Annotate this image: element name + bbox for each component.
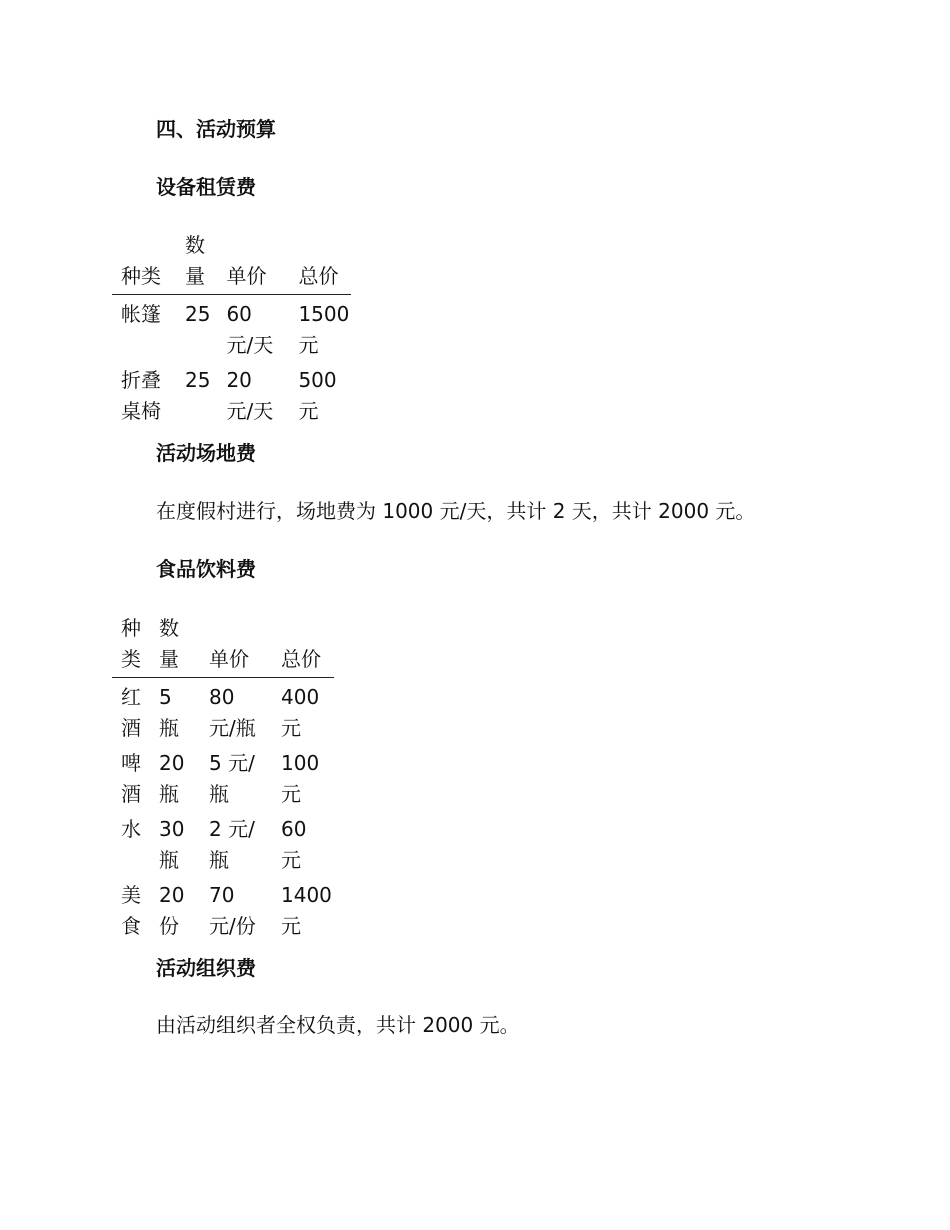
cell-quantity-text: 20 瓶 (159, 751, 185, 806)
cell-unit-price-text: 60 元/天 (226, 302, 274, 357)
cell-total-price-text: 100 元 (281, 751, 320, 806)
table-row (112, 748, 334, 814)
budget-section-title: 四、活动预算 (156, 117, 276, 141)
cell-unit-price (200, 880, 272, 946)
column-header-unit-price: 单价 (217, 230, 289, 295)
cell-unit-price-text: 20 元/天 (226, 368, 274, 423)
column-header-total-price: 总价 (289, 230, 351, 295)
food-drink-title: 食品饮料费 (156, 557, 256, 581)
cell-type-text: 美食 (121, 883, 141, 938)
cell-type (112, 880, 150, 946)
table-row (112, 814, 334, 880)
equipment-rental-title: 设备租赁费 (156, 175, 256, 199)
column-header-type (112, 613, 150, 678)
cell-type (112, 748, 150, 814)
column-header-quantity (176, 230, 217, 295)
cell-total-price (272, 880, 334, 946)
table-header-row (112, 230, 351, 295)
organization-fee-title: 活动组织费 (156, 956, 256, 980)
column-header-quantity (150, 613, 200, 678)
venue-fee-text: 在度假村进行，场地费为 1000 元/天，共计 2 天，共计 2000 元。 (156, 499, 756, 523)
cell-total-price (272, 678, 334, 749)
cell-unit-price (200, 814, 272, 880)
column-header-type: 种类 (112, 230, 176, 295)
cell-unit-price (217, 295, 289, 366)
cell-unit-price (217, 365, 289, 431)
cell-total-price: 60 元 (281, 817, 307, 872)
cell-type-text: 红酒 (121, 685, 141, 740)
cell-unit-price-text: 70 元/份 (209, 883, 256, 938)
cell-quantity (150, 814, 200, 880)
cell-type (112, 678, 150, 749)
table-row (112, 678, 334, 749)
cell-quantity (150, 748, 200, 814)
cell-unit-price-text: 2 元/瓶 (209, 817, 255, 872)
cell-total-price-text: 400 元 (281, 685, 320, 740)
column-header-type-label: 种类 (121, 616, 141, 671)
cell-unit-price (200, 748, 272, 814)
cell-total-price-text: 1500 元 (298, 302, 350, 357)
venue-fee-title: 活动场地费 (156, 441, 256, 465)
table-header-row (112, 613, 334, 678)
cell-type-text: 啤酒 (121, 751, 141, 806)
cell-quantity-text: 20 份 (159, 883, 185, 938)
cell-unit-price-text: 80 元/瓶 (209, 685, 256, 740)
table-row (112, 365, 351, 431)
cell-type: 水 (121, 817, 141, 841)
cell-quantity: 25 (185, 302, 211, 326)
column-header-unit-price: 单价 (200, 613, 272, 678)
cell-type (112, 365, 176, 431)
column-header-total-price: 总价 (272, 613, 334, 678)
cell-quantity-text: 30 瓶 (159, 817, 185, 872)
food-drink-table (112, 613, 334, 946)
cell-unit-price-text: 5 元/瓶 (209, 751, 255, 806)
cell-quantity-text: 5 瓶 (159, 685, 179, 740)
cell-quantity (150, 880, 200, 946)
cell-type-text: 折叠桌椅 (121, 368, 161, 423)
cell-unit-price (200, 678, 272, 749)
column-header-quantity-label: 数量 (159, 616, 179, 671)
cell-total-price (289, 295, 351, 366)
organization-fee-text: 由活动组织者全权负责，共计 2000 元。 (156, 1013, 520, 1037)
cell-total-price-text: 1400 元 (281, 883, 332, 938)
table-row (112, 880, 334, 946)
cell-type: 帐篷 (121, 302, 161, 326)
table-row (112, 295, 351, 366)
column-header-quantity-label: 数量 (185, 233, 205, 288)
cell-total-price-text: 500 元 (298, 368, 337, 423)
cell-quantity (150, 678, 200, 749)
cell-quantity: 25 (185, 368, 211, 392)
equipment-rental-table (112, 230, 351, 431)
cell-total-price (272, 748, 334, 814)
cell-total-price (289, 365, 351, 431)
